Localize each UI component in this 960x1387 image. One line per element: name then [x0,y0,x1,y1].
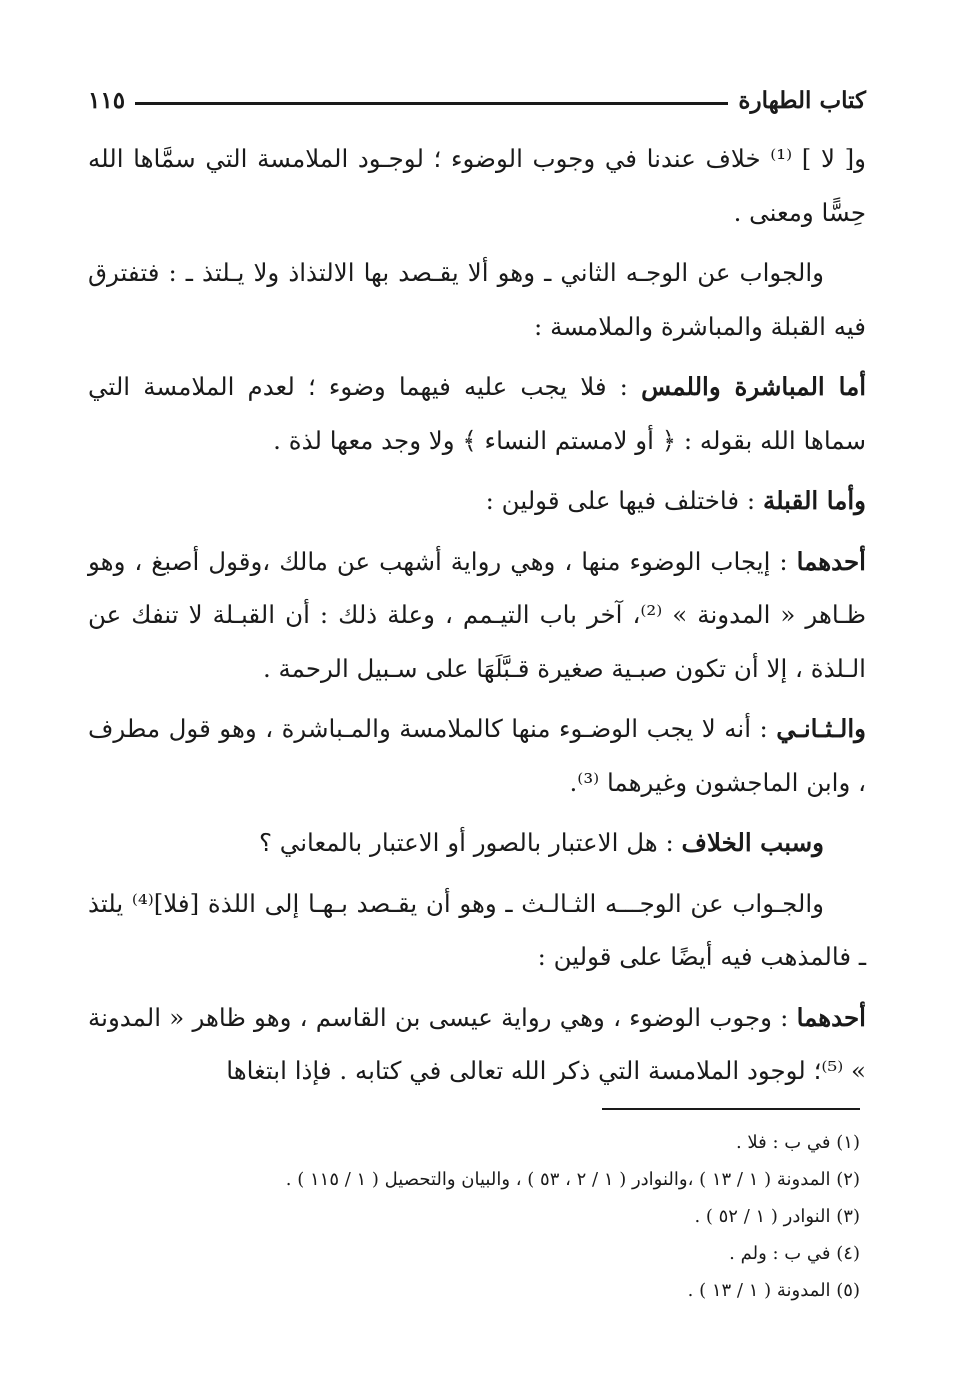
paragraph: والجواب عن الوجـه الثاني ـ وهو ألا يقـصد بها الالتذاذ ولا يـلتذ ـ : فتفترق فيه القبلة والمباشرة والملامسة : [88,258,866,341]
paragraph-text: : فلا يجب عليه فيهما وضوء ؛ لعدم الملامسة التي سماها الله بقوله : ﴿ أو لامستم النساء ﴾ ولا وجد معها لذة . [88,372,866,455]
paragraph-text: : وجوب الوضوء ، وهي رواية عيسى بن القاسم ، وهو ظاهر « المدونة » ⁽⁵⁾؛ لوجود الملامسة التي ذكر الله تعالى في كتابه . فإذا ابتغاها [88,1002,866,1085]
footnote-rule [602,1108,860,1110]
paragraph-text: : إيجاب الوضوء منها ، وهي رواية أشهب عن مالك ،وقول أصبغ ، وهو ظـاهر « المدونة » ⁽²⁾، آخر باب التيـمم ، وعلة ذلك : أن القبـلة لا تنفك عن الـلذة ، إلا أن تكون صبـية صغيرة قـبَّلَهَا على سـبيل الرحمة . [88,546,867,683]
paragraph-lead: أحدهما [796,546,866,576]
running-title: كتاب الطهارة [738,86,866,114]
footnotes [88,1124,860,1309]
running-header [88,82,866,118]
paragraph [88,816,866,870]
paragraph: و[ لا ] ⁽¹⁾ خلاف عندنا في وجوب الوضوء ؛ لوجـود الملامسة التي سمَّاها الله حِسًّا ومعنى . [88,144,866,227]
paragraph-lead: أما المباشرة واللمس [641,372,866,401]
footnote-3: (٣) النوادر ( ١ / ٥٢ ) . [694,1206,860,1227]
paragraph-text: : فاختلف فيها على قولين : [485,486,763,515]
paragraph [88,702,866,809]
footnote-4: (٤) في ب : ولم . [729,1243,860,1264]
header-rule [135,102,728,105]
paragraph [88,991,866,1098]
paragraph-lead: أحدهما [796,1002,866,1032]
paragraph-lead: وسبب الخلاف [681,828,824,857]
footnote-2: (٢) المدونة ( ١ / ١٣ ) ،والنوادر ( ١ / ٢ ، ٥٣ ) ، والبيان والتحصيل ( ١ / ١١٥ ) . [285,1169,860,1190]
paragraph [88,474,866,528]
footnote-1: (١) في ب : فلا . [735,1132,860,1153]
paragraph-lead: والـثـانـي [776,714,866,743]
paragraph [88,535,866,696]
paragraph-lead: وأما القبلة [762,486,866,515]
page-number: ١١٥ [88,86,126,114]
paragraph-text: : هل الاعتبار بالصور أو الاعتبار بالمعاني ؟ [258,828,682,857]
paragraph-text: : أنه لا يجب الوضـوء منها كالملامسة والمـباشرة ، وهو قول مطرف ، وابن الماجشون وغيرهما ⁽³⁾. [88,714,866,797]
main-text [88,132,866,1105]
paragraph: والجـواب عن الوجـــه الثـالـث ـ وهو أن يقـصد بـهـا إلى اللذة [فلا]⁽⁴⁾ يلتذ ـ فالمذهب فيه أيضًا على قولين : [88,888,866,971]
paragraph [88,360,866,467]
footnote-5: (٥) المدونة ( ١ / ١٣ ) . [687,1280,860,1301]
